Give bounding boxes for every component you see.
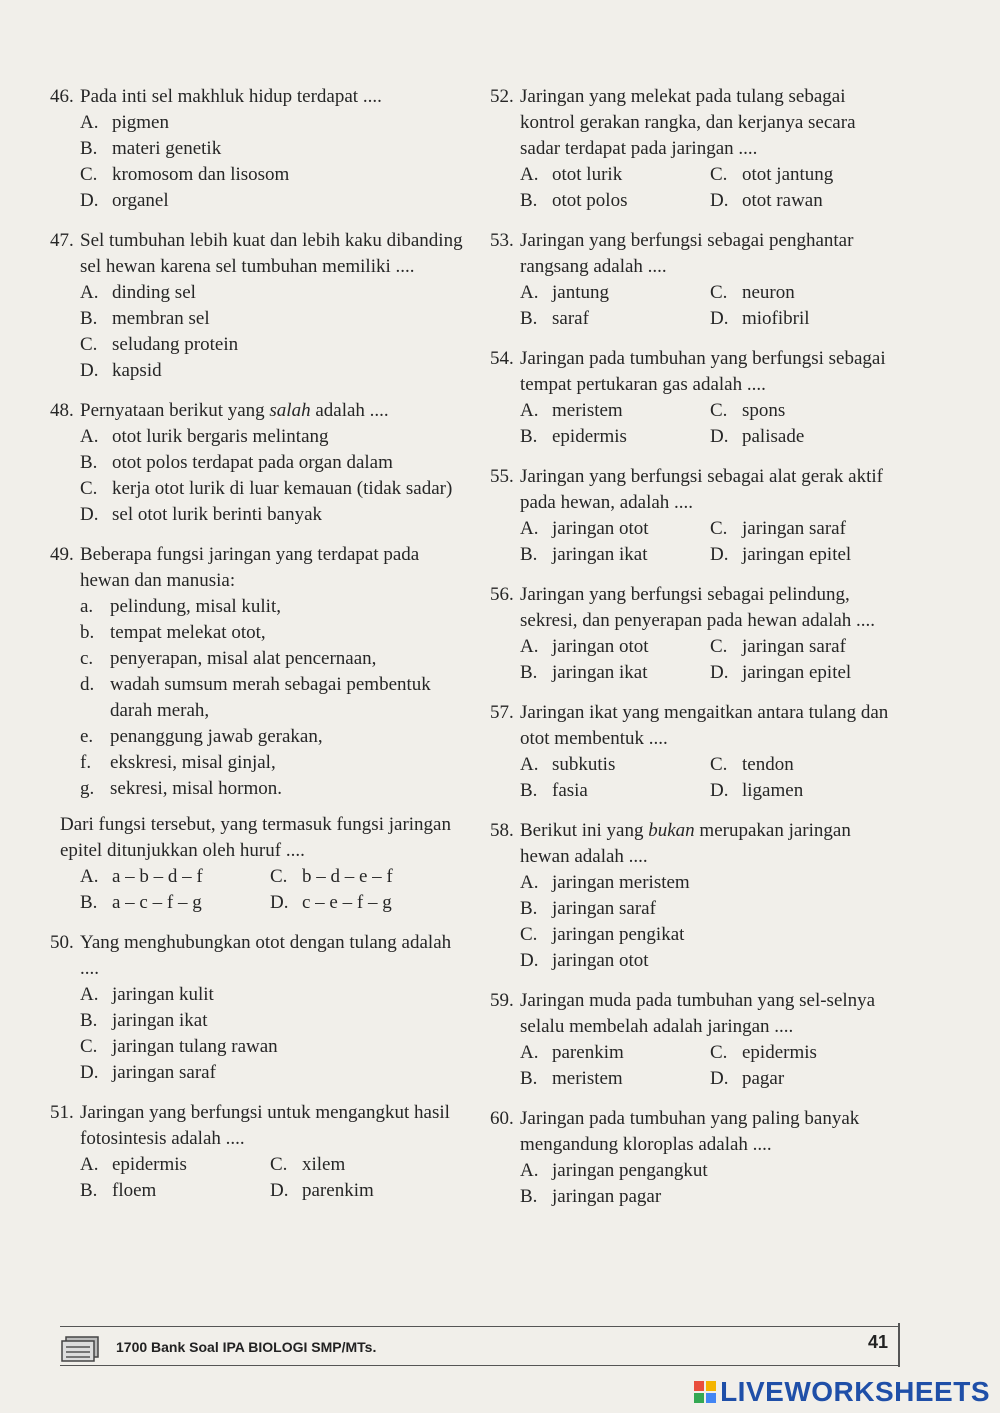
instruction-text: Dari fungsi tersebut, yang termasuk fungsi jaringan epitel ditunjukkan oleh huruf ....	[60, 814, 451, 861]
option-b[interactable]: B. jaringan pagar	[520, 1186, 662, 1207]
option-d[interactable]: D. kapsid	[80, 360, 162, 381]
option-d[interactable]: D. sel otot lurik berinti banyak	[80, 504, 323, 525]
option-b[interactable]: B. materi genetik	[80, 138, 222, 159]
option-b[interactable]: B. epidermis	[520, 426, 627, 447]
option-c[interactable]: C. seludang protein	[80, 334, 239, 355]
question-number: 50.	[50, 932, 74, 953]
question-text: Jaringan yang berfungsi sebagai alat gerak aktif pada hewan, adalah ....	[520, 466, 883, 513]
option-d[interactable]: D. parenkim	[270, 1180, 374, 1201]
question-text: Jaringan yang melekat pada tulang sebagai kontrol gerakan rangka, dan kerjanya secara sadar terdapat pada jaringan ....	[520, 86, 856, 159]
page-footer	[60, 1326, 900, 1366]
question-number: 58.	[490, 820, 514, 841]
option-a[interactable]: A. jaringan otot	[520, 518, 649, 539]
option-c[interactable]: C. jaringan saraf	[710, 636, 846, 657]
list-item: b. tempat melekat otot,	[80, 622, 266, 643]
question-number: 53.	[490, 230, 514, 251]
question-55	[490, 464, 900, 568]
logo-square	[694, 1393, 704, 1403]
question-number: 49.	[50, 544, 74, 565]
option-d[interactable]: D. palisade	[710, 426, 805, 447]
option-a[interactable]: A. otot lurik	[520, 164, 623, 185]
list-item: e. penanggung jawab gerakan,	[80, 726, 323, 747]
question-number: 52.	[490, 86, 514, 107]
question-number: 46.	[50, 86, 74, 107]
option-c[interactable]: C. xilem	[270, 1154, 346, 1175]
option-d[interactable]: D. ligamen	[710, 780, 804, 801]
question-number: 60.	[490, 1108, 514, 1129]
left-column	[50, 84, 470, 1218]
question-57	[490, 700, 900, 804]
option-d[interactable]: D. jaringan otot	[520, 950, 649, 971]
question-text: Jaringan muda pada tumbuhan yang sel-selnya selalu membelah adalah jaringan ....	[520, 990, 876, 1037]
question-text: Sel tumbuhan lebih kuat dan lebih kaku dibanding sel hewan karena sel tumbuhan memiliki ....	[80, 230, 463, 277]
question-text: Pernyataan berikut yang salah adalah ....	[80, 400, 389, 421]
question-54	[490, 346, 900, 450]
question-text: Jaringan pada tumbuhan yang berfungsi sebagai tempat pertukaran gas adalah ....	[520, 348, 886, 395]
question-52	[490, 84, 900, 214]
watermark-text: LIVEWORKSHEETS	[720, 1376, 990, 1407]
logo-square	[694, 1381, 704, 1391]
option-a[interactable]: A. meristem	[520, 400, 623, 421]
question-text: Pada inti sel makhluk hidup terdapat ....	[80, 86, 382, 107]
question-text: Jaringan pada tumbuhan yang paling banyak mengandung kloroplas adalah ....	[520, 1108, 860, 1155]
option-a[interactable]: A. parenkim	[520, 1042, 624, 1063]
list-item: g. sekresi, misal hormon.	[80, 778, 283, 799]
option-a[interactable]: A. jaringan meristem	[520, 872, 690, 893]
option-a[interactable]: A. otot lurik bergaris melintang	[80, 426, 329, 447]
option-c[interactable]: C. jaringan tulang rawan	[80, 1036, 278, 1057]
logo-square	[706, 1381, 716, 1391]
question-60	[490, 1106, 900, 1210]
option-b[interactable]: B. otot polos	[520, 190, 628, 211]
option-c[interactable]: C. epidermis	[710, 1042, 817, 1063]
function-list	[50, 594, 470, 802]
question-text: Beberapa fungsi jaringan yang terdapat pada hewan dan manusia:	[80, 544, 420, 591]
option-d[interactable]: D. c – e – f – g	[270, 892, 392, 913]
option-b[interactable]: B. jaringan ikat	[520, 544, 648, 565]
question-text: Jaringan ikat yang mengaitkan antara tulang dan otot membentuk ....	[520, 702, 889, 749]
question-number: 57.	[490, 702, 514, 723]
book-title: 1700 Bank Soal IPA BIOLOGI SMP/MTs.	[116, 1339, 377, 1355]
question-56	[490, 582, 900, 686]
option-c[interactable]: C. tendon	[710, 754, 794, 775]
option-a[interactable]: A. subkutis	[520, 754, 616, 775]
footer-divider	[898, 1323, 900, 1367]
option-c[interactable]: C. neuron	[710, 282, 795, 303]
option-c[interactable]: C. kromosom dan lisosom	[80, 164, 290, 185]
list-item: a. pelindung, misal kulit,	[80, 596, 281, 617]
option-d[interactable]: D. jaringan epitel	[710, 544, 852, 565]
option-b[interactable]: B. saraf	[520, 308, 589, 329]
option-c[interactable]: C. jaringan saraf	[710, 518, 846, 539]
option-a[interactable]: A. pigmen	[80, 112, 169, 133]
option-a[interactable]: A. a – b – d – f	[80, 866, 203, 887]
question-number: 54.	[490, 348, 514, 369]
option-d[interactable]: D. miofibril	[710, 308, 810, 329]
option-d[interactable]: D. otot rawan	[710, 190, 823, 211]
option-b[interactable]: B. jaringan saraf	[520, 898, 656, 919]
option-b[interactable]: B. fasia	[520, 780, 588, 801]
option-a[interactable]: A. jaringan otot	[520, 636, 649, 657]
question-text: Berikut ini yang bukan merupakan jaringan hewan adalah ....	[520, 820, 851, 867]
question-46	[50, 84, 470, 214]
list-item: f. ekskresi, misal ginjal,	[80, 752, 276, 773]
question-text: Jaringan yang berfungsi sebagai pelindung, sekresi, dan penyerapan pada hewan adalah ....	[520, 584, 876, 631]
option-a[interactable]: A. jantung	[520, 282, 609, 303]
option-b[interactable]: B. jaringan ikat	[520, 662, 648, 683]
question-number: 56.	[490, 584, 514, 605]
question-51	[50, 1100, 470, 1204]
option-a[interactable]: A. epidermis	[80, 1154, 187, 1175]
question-53	[490, 228, 900, 332]
option-c[interactable]: C. spons	[710, 400, 786, 421]
book-icon	[60, 1329, 104, 1363]
list-item: c. penyerapan, misal alat pencernaan,	[80, 648, 377, 669]
question-48	[50, 398, 470, 528]
option-d[interactable]: D. organel	[80, 190, 169, 211]
question-number: 47.	[50, 230, 74, 251]
question-number: 51.	[50, 1102, 74, 1123]
question-text: Jaringan yang berfungsi untuk mengangkut hasil fotosintesis adalah ....	[80, 1102, 450, 1149]
option-b[interactable]: B. jaringan ikat	[80, 1010, 208, 1031]
option-b[interactable]: B. meristem	[520, 1068, 623, 1089]
option-b[interactable]: B. otot polos terdapat pada organ dalam	[80, 452, 393, 473]
option-b[interactable]: B. membran sel	[80, 308, 210, 329]
right-column	[490, 84, 900, 1224]
option-d[interactable]: D. jaringan epitel	[710, 662, 852, 683]
question-47	[50, 228, 470, 384]
page-number: 41	[867, 1332, 888, 1352]
question-50	[50, 930, 470, 1086]
option-a[interactable]: A. dinding sel	[80, 282, 196, 303]
option-a[interactable]: A. jaringan pengangkut	[520, 1160, 708, 1181]
liveworksheets-logo-icon	[694, 1381, 716, 1403]
option-c[interactable]: C. otot jantung	[710, 164, 834, 185]
question-49	[50, 542, 470, 916]
option-c[interactable]: C. kerja otot lurik di luar kemauan (tidak sadar)	[80, 478, 453, 499]
option-c[interactable]: C. b – d – e – f	[270, 866, 393, 887]
list-item: d. wadah sumsum merah sebagai pembentuk darah merah,	[80, 674, 431, 721]
question-text: Yang menghubungkan otot dengan tulang adalah ....	[80, 932, 452, 979]
question-number: 48.	[50, 400, 74, 421]
option-b[interactable]: B. floem	[80, 1180, 157, 1201]
question-58	[490, 818, 900, 974]
option-a[interactable]: A. jaringan kulit	[80, 984, 214, 1005]
question-59	[490, 988, 900, 1092]
option-d[interactable]: D. jaringan saraf	[80, 1062, 216, 1083]
question-number: 55.	[490, 466, 514, 487]
question-text: Jaringan yang berfungsi sebagai penghantar rangsang adalah ....	[520, 230, 854, 277]
liveworksheets-watermark	[694, 1376, 990, 1408]
question-number: 59.	[490, 990, 514, 1011]
option-b[interactable]: B. a – c – f – g	[80, 892, 202, 913]
option-d[interactable]: D. pagar	[710, 1068, 785, 1089]
option-c[interactable]: C. jaringan pengikat	[520, 924, 685, 945]
logo-square	[706, 1393, 716, 1403]
